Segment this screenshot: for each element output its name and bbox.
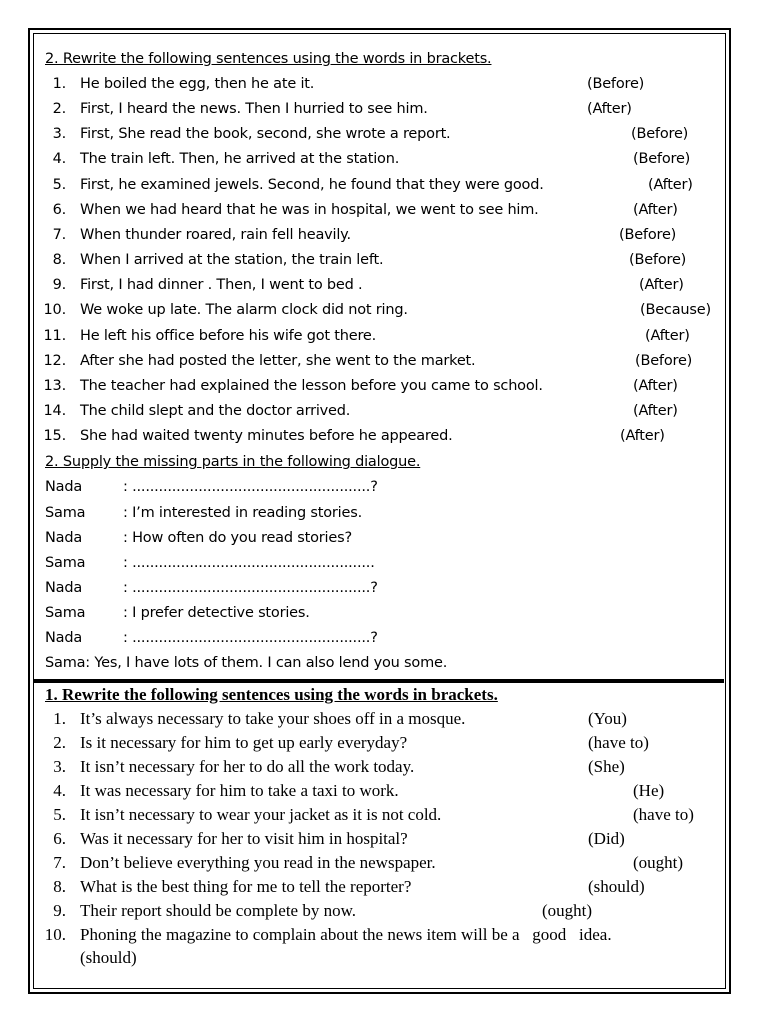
item-text: He boiled the egg, then he ate it. [80, 76, 315, 92]
item-number: 4. [53, 781, 66, 800]
item-number: 9. [52, 277, 66, 293]
item-bracket-word: (Before) [587, 76, 645, 92]
item-text: First, he examined jewels. Second, he found that they were good. [80, 177, 544, 193]
section-a-heading: 2. Rewrite the following sentences using the words in brackets. [45, 51, 492, 67]
dialogue-text: : ......................................................? [123, 630, 378, 646]
item-number: 13. [43, 378, 66, 394]
item-bracket-word: (ought) [542, 901, 593, 920]
item-text: After she had posted the letter, she went to the market. [80, 353, 476, 369]
item-text: The teacher had explained the lesson before you came to school. [80, 378, 543, 394]
item-text: It isn’t necessary for her to do all the work today. [80, 757, 415, 776]
item-text: She had waited twenty minutes before he appeared. [80, 428, 453, 444]
item-number: 4. [52, 151, 66, 167]
speaker-name: Sama [45, 555, 86, 571]
dialogue-text: : I’m interested in reading stories. [123, 505, 362, 521]
item-text: We woke up late. The alarm clock did not ring. [80, 302, 408, 318]
item-bracket-word: (After) [639, 277, 684, 293]
dialogue-text: : ....................................................... [123, 555, 375, 571]
item-text: The child slept and the doctor arrived. [80, 403, 351, 419]
item-number: 15. [43, 428, 66, 444]
item-bracket-word: (Before) [635, 353, 693, 369]
item-text: Phoning the magazine to complain about the news item will be a good idea. [80, 925, 612, 944]
speaker-name: Nada [45, 580, 83, 596]
speaker-name: Sama [45, 505, 86, 521]
dialogue-text: : ......................................................? [123, 580, 378, 596]
section-divider [34, 679, 724, 683]
item-bracket-word: (After) [587, 101, 632, 117]
item-number: 1. [52, 76, 66, 92]
item-number: 12. [43, 353, 66, 369]
item-text: It isn’t necessary to wear your jacket as it is not cold. [80, 805, 442, 824]
item-bracket-word: (have to) [633, 805, 694, 824]
item-bracket-word: (Before) [633, 151, 691, 167]
section-c-heading: 1. Rewrite the following sentences using the words in brackets. [45, 685, 498, 704]
item-number: 1. [53, 709, 66, 728]
dialogue-last-line: Sama: Yes, I have lots of them. I can also lend you some. [45, 655, 448, 671]
item-text: First, She read the book, second, she wrote a report. [80, 126, 451, 142]
item-number: 10. [43, 302, 66, 318]
item-number: 6. [52, 202, 66, 218]
item-bracket-word: (After) [633, 403, 678, 419]
item-bracket-word: (You) [588, 709, 627, 728]
speaker-name: Sama [45, 605, 86, 621]
item-number: 10. [44, 925, 66, 944]
item-text: He left his office before his wife got there. [80, 328, 377, 344]
dialogue-text: : I prefer detective stories. [123, 605, 310, 621]
item-bracket-word: (After) [645, 328, 690, 344]
item-text: When thunder roared, rain fell heavily. [80, 227, 351, 243]
item-text: The train left. Then, he arrived at the station. [80, 151, 400, 167]
item-bracket-word: (After) [648, 177, 693, 193]
speaker-name: Nada [45, 530, 83, 546]
item-bracket-word: (Before) [629, 252, 687, 268]
item-text: When we had heard that he was in hospital, we went to see him. [80, 202, 539, 218]
item-number: 5. [53, 805, 66, 824]
item-bracket-word: (Did) [588, 829, 625, 848]
item-number: 8. [52, 252, 66, 268]
dialogue-text: : ......................................................? [123, 479, 378, 495]
item-number: 5. [52, 177, 66, 193]
item-text: Don’t believe everything you read in the newspaper. [80, 853, 436, 872]
item-number: 3. [52, 126, 66, 142]
item-bracket-word: (After) [620, 428, 665, 444]
speaker-name: Nada [45, 630, 83, 646]
item-bracket-word: (have to) [588, 733, 649, 752]
item-bracket-word: (should) [80, 948, 137, 967]
item-number: 8. [53, 877, 66, 896]
item-text: Their report should be complete by now. [80, 901, 357, 920]
item-number: 6. [53, 829, 66, 848]
item-text: It’s always necessary to take your shoes off in a mosque. [80, 709, 466, 728]
item-number: 7. [52, 227, 66, 243]
item-bracket-word: (should) [588, 877, 645, 896]
speaker-name: Nada [45, 479, 83, 495]
item-text: Is it necessary for him to get up early everyday? [80, 733, 408, 752]
item-number: 14. [43, 403, 66, 419]
item-bracket-word: (After) [633, 202, 678, 218]
item-bracket-word: (She) [588, 757, 625, 776]
section-b-heading: 2. Supply the missing parts in the following dialogue. [45, 454, 421, 470]
item-text: When I arrived at the station, the train left. [80, 252, 384, 268]
dialogue-text: : How often do you read stories? [123, 530, 352, 546]
item-text: First, I heard the news. Then I hurried to see him. [80, 101, 428, 117]
item-number: 9. [53, 901, 66, 920]
item-number: 7. [53, 853, 66, 872]
item-bracket-word: (He) [633, 781, 665, 800]
item-number: 2. [52, 101, 66, 117]
item-bracket-word: (Because) [640, 302, 711, 318]
item-bracket-word: (Before) [619, 227, 677, 243]
item-bracket-word: (Before) [631, 126, 689, 142]
item-text: Was it necessary for her to visit him in hospital? [80, 829, 408, 848]
item-text: First, I had dinner . Then, I went to bed . [80, 277, 363, 293]
item-bracket-word: (ought) [633, 853, 684, 872]
item-bracket-word: (After) [633, 378, 678, 394]
item-number: 3. [53, 757, 66, 776]
item-text: What is the best thing for me to tell the reporter? [80, 877, 412, 896]
item-number: 11. [43, 328, 66, 344]
item-number: 2. [53, 733, 66, 752]
item-text: It was necessary for him to take a taxi to work. [80, 781, 399, 800]
